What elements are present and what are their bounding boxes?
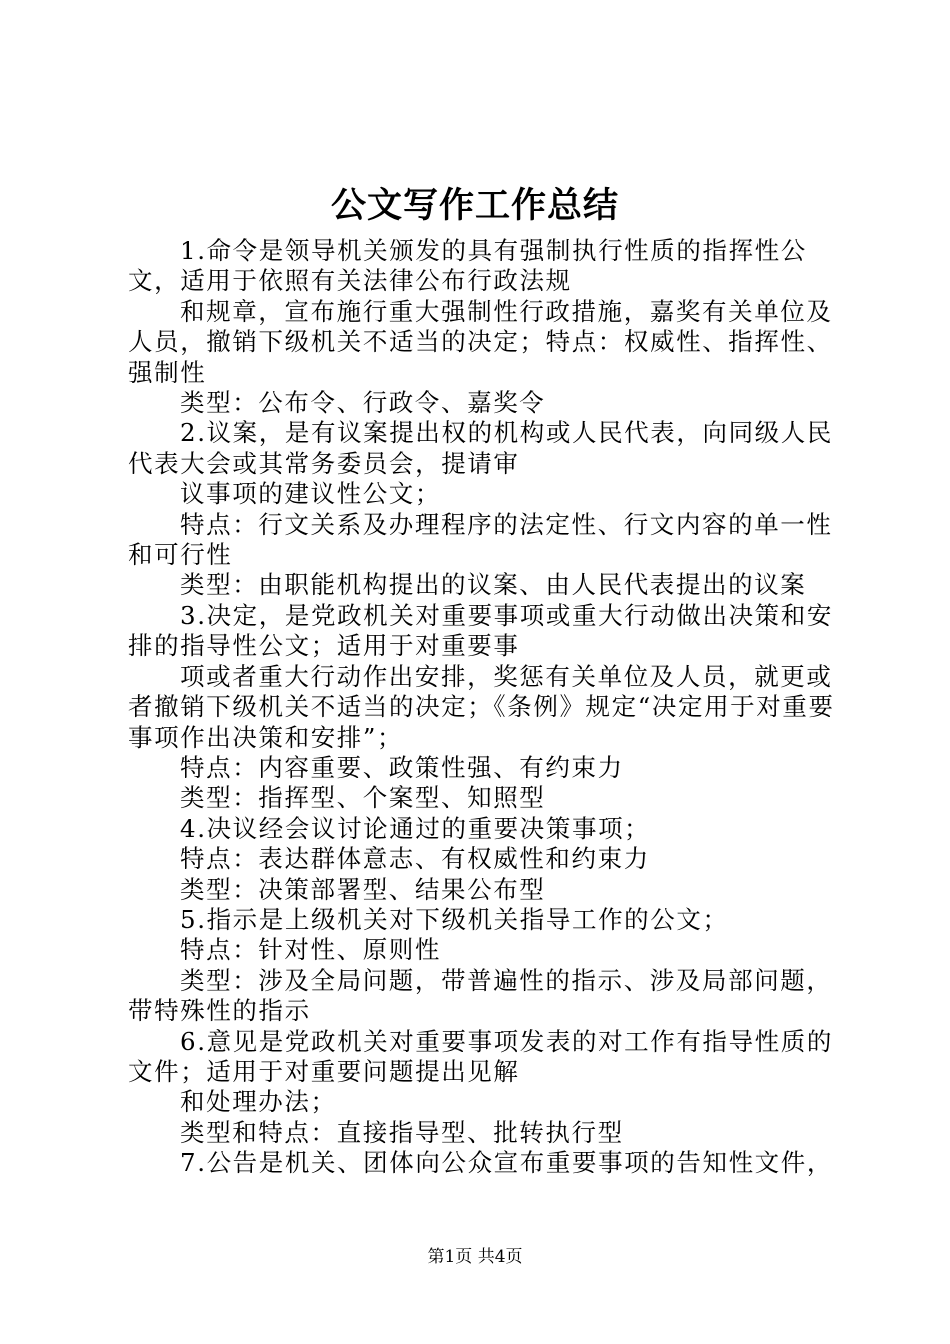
paragraph: 项或者重大行动作出安排，奖惩有关单位及人员，就更或者撤销下级机关不适当的决定；《条例》规定“决定用于对重要事项作出决策和安排”； xyxy=(128,661,835,752)
paragraph: 类型：指挥型、个案型、知照型 xyxy=(180,783,546,813)
paragraph: 4.决议经会议讨论通过的重要决策事项； xyxy=(180,813,651,843)
paragraph: 类型：由职能机构提出的议案、由人民代表提出的议案 xyxy=(180,570,807,600)
page-number-footer: 第1页 共4页 xyxy=(427,1247,523,1267)
paragraph: 和处理办法； xyxy=(180,1087,337,1117)
document-title: 公文写作工作总结 xyxy=(330,185,619,226)
paragraph: 类型：公布令、行政令、嘉奖令 xyxy=(180,388,546,418)
paragraph: 类型和特点：直接指导型、批转执行型 xyxy=(180,1117,624,1147)
paragraph: 特点：内容重要、政策性强、有约束力 xyxy=(180,752,624,782)
paragraph: 3.决定，是党政机关对重要事项或重大行动做出决策和安排的指导性公文；适用于对重要事 xyxy=(128,600,833,661)
paragraph: 特点：针对性、原则性 xyxy=(180,935,441,965)
paragraph: 和规章，宣布施行重大强制性行政措施，嘉奖有关单位及人员，撤销下级机关不适当的决定；特点：权威性、指挥性、强制性 xyxy=(128,296,833,387)
paragraph: 2.议案，是有议案提出权的机构或人民代表，向同级人民代表大会或其常务委员会，提请审 xyxy=(128,418,833,478)
paragraph: 1.命令是领导机关颁发的具有强制执行性质的指挥性公文，适用于依照有关法律公布行政法规 xyxy=(128,236,807,296)
paragraph: 类型：涉及全局问题，带普遍性的指示、涉及局部问题，带特殊性的指示 xyxy=(128,965,833,1026)
paragraph: 特点：表达群体意志、有权威性和约束力 xyxy=(180,844,650,874)
paragraph: 特点：行文关系及办理程序的法定性、行文内容的单一性和可行性 xyxy=(128,509,833,570)
paragraph: 7.公告是机关、团体向公众宣布重要事项的告知性文件， xyxy=(180,1148,833,1178)
paragraph: 5.指示是上级机关对下级机关指导工作的公文； xyxy=(180,904,729,934)
document-body xyxy=(128,236,840,1179)
paragraph: 类型：决策部署型、结果公布型 xyxy=(180,874,546,904)
paragraph: 6.意见是党政机关对重要事项发表的对工作有指导性质的文件；适用于对重要问题提出见解 xyxy=(128,1026,833,1086)
paragraph: 议事项的建议性公文； xyxy=(180,479,441,509)
